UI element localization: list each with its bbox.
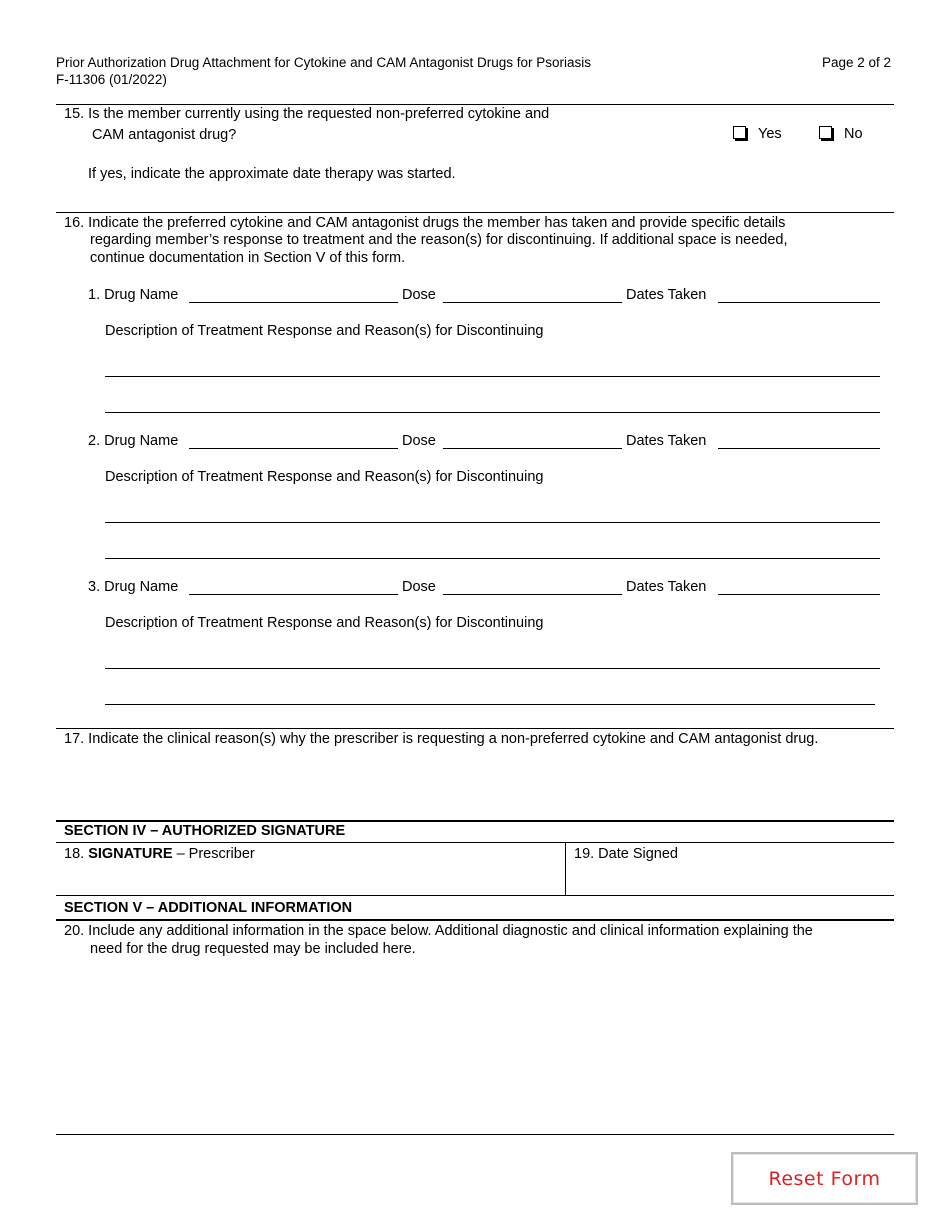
section5-title: SECTION V – ADDITIONAL INFORMATION [64,900,353,916]
drug2-dates-label: Dates Taken [626,433,707,449]
drug2-description-field-line1[interactable] [105,522,880,523]
q16-instruction-line2: regarding member’s response to treatment and the reason(s) for discontinuing. If additional space is needed, [90,232,788,248]
drug3-name-label: 3. Drug Name [88,579,179,595]
q17-answer-area[interactable] [56,752,894,818]
cell-divider [565,842,566,895]
drug2-name-label: 2. Drug Name [88,433,179,449]
section4-title: SECTION IV – AUTHORIZED SIGNATURE [64,823,346,839]
q17-question: 17. Indicate the clinical reason(s) why the prescriber is requesting a non-preferred cytokine and CAM antagonist drug. [64,731,819,747]
no-label: No [844,126,863,142]
drug1-name-field[interactable] [189,302,398,303]
drug3-dose-label: Dose [402,579,436,595]
form-title: Prior Authorization Drug Attachment for Cytokine and CAM Antagonist Drugs for Psoriasis [56,55,591,70]
drug3-description-label: Description of Treatment Response and Reason(s) for Discontinuing [105,615,544,631]
drug1-dose-field[interactable] [443,302,622,303]
signature-field[interactable] [56,866,564,894]
q15-question-line2: CAM antagonist drug? [92,127,237,143]
q15-yes-option[interactable] [733,126,782,142]
q20-line2: need for the drug requested may be included here. [90,941,416,957]
no-checkbox[interactable] [819,126,832,139]
divider [56,1134,894,1135]
signature-bold: SIGNATURE [88,846,173,862]
drug2-dose-field[interactable] [443,448,622,449]
q15-no-option[interactable] [819,126,863,142]
yes-label: Yes [758,126,782,142]
drug2-description-field-line2[interactable] [105,558,880,559]
additional-info-area[interactable] [56,964,894,1130]
date-signed-field[interactable] [570,866,892,894]
drug3-dates-label: Dates Taken [626,579,707,595]
drug3-name-field[interactable] [189,594,398,595]
drug1-description-field-line2[interactable] [105,412,880,413]
drug1-description-field-line1[interactable] [105,376,880,377]
drug3-dose-field[interactable] [443,594,622,595]
q16-instruction-line3: continue documentation in Section V of this form. [90,250,406,266]
divider [56,212,894,213]
signature-label [64,846,255,862]
divider [56,728,894,729]
page-number: Page 2 of 2 [822,55,892,70]
drug2-name-field[interactable] [189,448,398,449]
drug3-description-field-line1[interactable] [105,668,880,669]
drug2-dates-field[interactable] [718,448,880,449]
signature-num: 18. [64,846,85,862]
form-id: F-11306 (01/2022) [56,72,167,87]
divider [56,895,894,896]
divider [56,842,894,843]
drug1-dates-field[interactable] [718,302,880,303]
drug2-dose-label: Dose [402,433,436,449]
drug1-dates-label: Dates Taken [626,287,707,303]
q15-question-line1: 15. Is the member currently using the requested non-preferred cytokine and [64,106,550,122]
section-divider [56,820,894,822]
q20-line1: 20. Include any additional information in the space below. Additional diagnostic and clinical information explaining the [64,923,813,939]
q16-instruction-line1: 16. Indicate the preferred cytokine and CAM antagonist drugs the member has taken and provide specific details [64,215,786,231]
drug1-name-label: 1. Drug Name [88,287,179,303]
drug1-dose-label: Dose [402,287,436,303]
section-divider [56,919,894,921]
reset-form-button[interactable]: Reset Form [731,1152,918,1205]
drug1-description-label: Description of Treatment Response and Reason(s) for Discontinuing [105,323,544,339]
signature-rest: – Prescriber [176,846,255,862]
date-signed-label: 19. Date Signed [574,846,678,862]
yes-checkbox[interactable] [733,126,746,139]
divider [56,104,894,105]
drug2-description-label: Description of Treatment Response and Reason(s) for Discontinuing [105,469,544,485]
drug3-description-field-line2[interactable] [105,704,875,705]
q15-followup: If yes, indicate the approximate date therapy was started. [88,166,456,182]
drug3-dates-field[interactable] [718,594,880,595]
